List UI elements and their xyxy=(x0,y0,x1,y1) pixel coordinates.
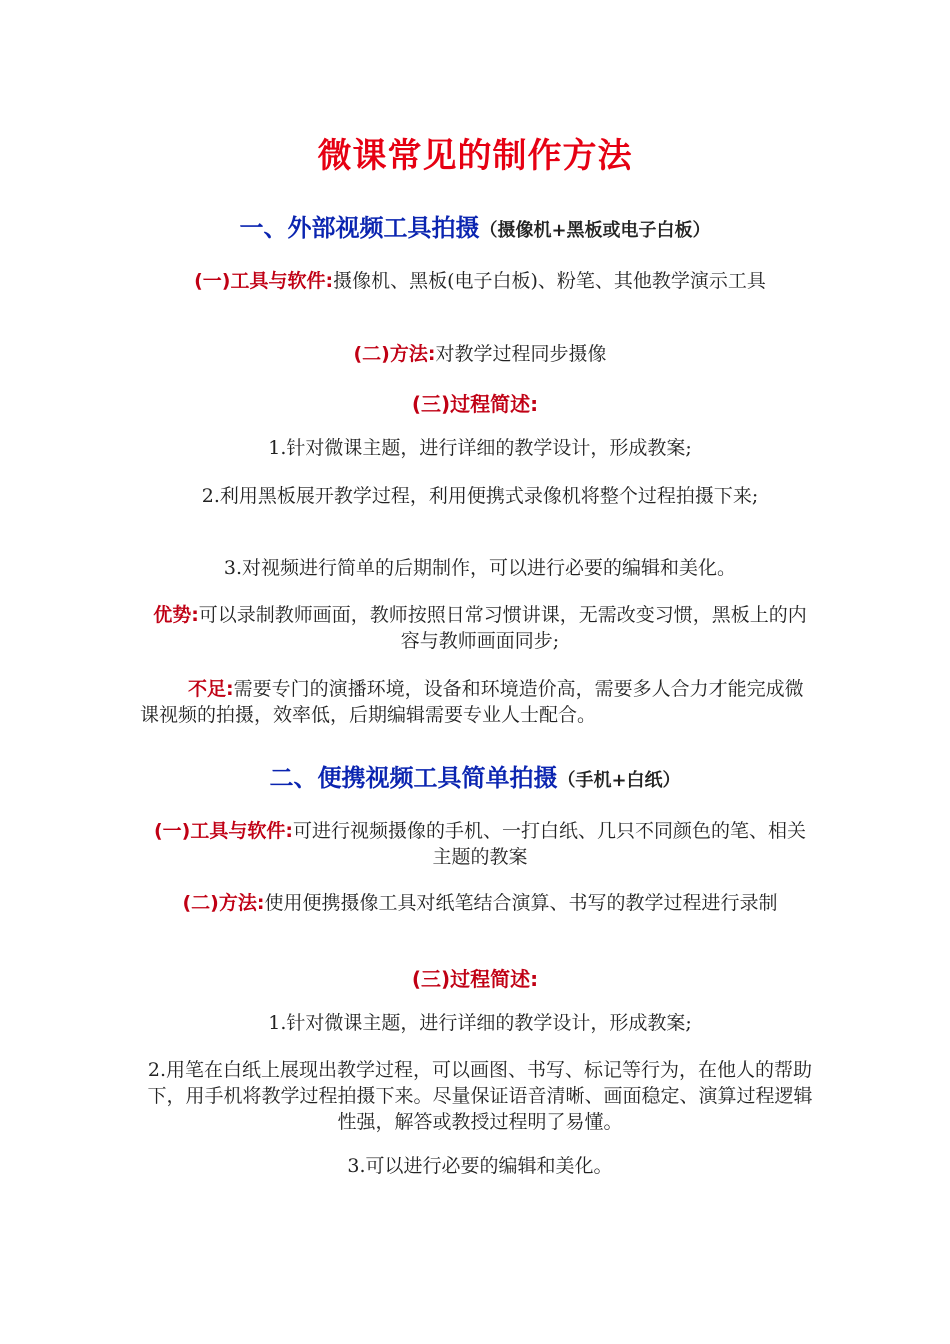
advantage-text: 可以录制教师画面，教师按照日常习惯讲课，无需改变习惯，黑板上的内容与教师画面同步; xyxy=(198,604,807,652)
section-2-heading-note: （手机+白纸） xyxy=(557,770,681,791)
page-title: 微课常见的制作方法 xyxy=(317,136,633,176)
section-1-method-label: (二)方法: xyxy=(353,343,436,365)
section-1-heading-note: （摄像机+黑板或电子白板） xyxy=(479,220,711,241)
section-2-heading xyxy=(0,758,950,793)
section-1-step-3: 3.对视频进行简单的后期制作，可以进行必要的编辑和美化。 xyxy=(223,557,737,579)
shortcoming-label: 不足: xyxy=(188,678,234,700)
section-1-method xyxy=(150,341,810,367)
shortcoming-text: 需要专门的演播环境，设备和环境造价高，需要多人合力才能完成微课视频的拍摄，效率低，后期编辑需要专业人士配合。 xyxy=(140,678,804,726)
section-1-tools xyxy=(150,268,810,294)
section-2-method-text: 使用便携摄像工具对纸笔结合演算、书写的教学过程进行录制 xyxy=(264,892,778,914)
section-2-step-2: 2.用笔在白纸上展现出教学过程，可以画图、书写、标记等行为，在他人的帮助下，用手机将教学过程拍摄下来。尽量保证语音清晰、画面稳定、演算过程逻辑性强，解答或教授过程明了易懂。 xyxy=(147,1059,813,1133)
section-2-step-3: 3.可以进行必要的编辑和美化。 xyxy=(347,1155,613,1177)
advantage-label: 优势: xyxy=(153,604,199,626)
section-1-tools-label: (一)工具与软件: xyxy=(194,270,334,292)
section-2-tools-text: 可进行视频摄像的手机、一打白纸、几只不同颜色的笔、相关主题的教案 xyxy=(292,820,806,868)
section-1-heading xyxy=(0,208,950,243)
section-1-method-text: 对教学过程同步摄像 xyxy=(435,343,607,365)
section-2-method-label: (二)方法: xyxy=(182,892,265,914)
section-2-method xyxy=(150,890,810,916)
section-1-step-1: 1.针对微课主题，进行详细的教学设计，形成教案; xyxy=(268,437,692,459)
section-1-tools-text: 摄像机、黑板(电子白板)、粉笔、其他教学演示工具 xyxy=(333,270,766,292)
section-1-process-label: (三)过程简述: xyxy=(411,392,539,416)
section-1-step-2: 2.利用黑板展开教学过程，利用便携式录像机将整个过程拍摄下来; xyxy=(201,485,759,507)
section-2-tools xyxy=(150,818,810,870)
section-2-process-label: (三)过程简述: xyxy=(411,967,539,991)
section-1-heading-main: 一、外部视频工具拍摄 xyxy=(239,214,480,242)
section-2-heading-main: 二、便携视频工具简单拍摄 xyxy=(269,764,558,792)
section-2-tools-label: (一)工具与软件: xyxy=(154,820,293,842)
section-1-shortcoming xyxy=(140,676,820,728)
section-1-advantage xyxy=(150,602,810,654)
section-2-step-1: 1.针对微课主题，进行详细的教学设计，形成教案; xyxy=(268,1012,692,1034)
